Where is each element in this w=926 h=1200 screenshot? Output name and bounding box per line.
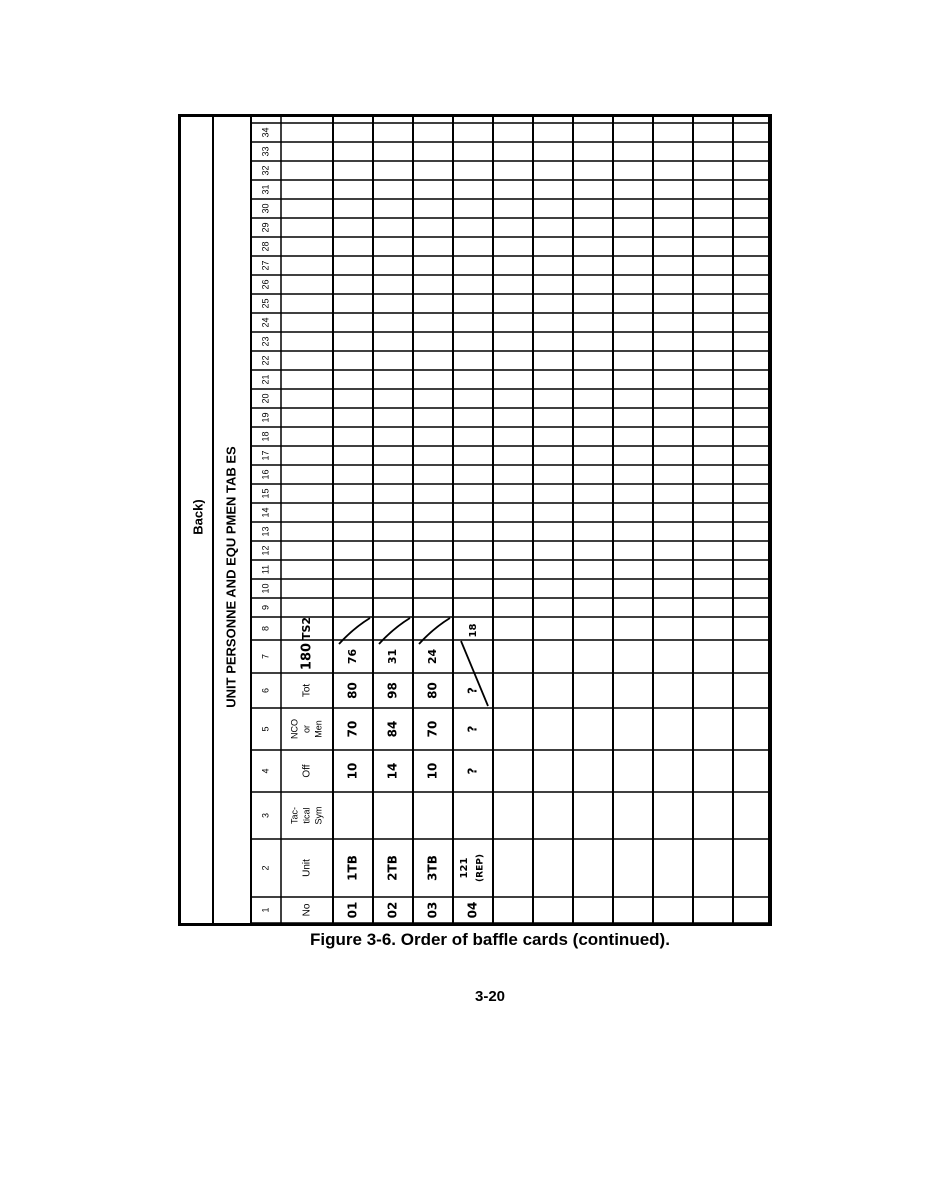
column-number: 19: [260, 412, 271, 423]
table-title: UNIT PERSONNE AND EQU PMEN TAB ES: [223, 446, 239, 708]
column-number: 32: [260, 165, 271, 176]
row-col7: 76: [346, 648, 359, 665]
column-number: 12: [260, 545, 271, 556]
row-unit-top: 121: [459, 857, 470, 879]
column-number: 1: [260, 907, 271, 913]
row-tot: 80: [425, 682, 440, 699]
row-men: 84: [385, 720, 400, 738]
header-no: No: [301, 903, 313, 917]
row-no: 02: [385, 901, 400, 919]
column-number: 5: [260, 726, 271, 732]
header-tactical-sym: Sym: [313, 806, 324, 825]
row-unit: 1TB: [345, 855, 360, 881]
row-col8: 18: [468, 623, 479, 638]
column-number: 3: [260, 812, 271, 819]
row-tot: 98: [385, 682, 400, 699]
column-number: 27: [260, 260, 271, 271]
column-number: 22: [260, 355, 271, 366]
column-number: 16: [260, 469, 271, 480]
figure-caption: Figure 3-6. Order of baffle cards (continued).: [310, 930, 670, 949]
row-unit: 3TB: [425, 855, 440, 881]
column-number: 8: [260, 625, 271, 632]
handwritten-header: 180: [299, 642, 315, 671]
side-label: Back): [190, 499, 206, 535]
row-men: 70: [345, 720, 360, 738]
card-table: [181, 117, 769, 923]
column-number: 6: [260, 687, 271, 694]
header-tactical-sym: tical: [301, 807, 312, 824]
handwritten-header: TS2: [300, 616, 313, 641]
column-number: 9: [260, 604, 271, 611]
column-number: 26: [260, 279, 271, 290]
row-men: ?: [465, 725, 480, 733]
column-number: 7: [260, 653, 271, 660]
column-number: 24: [260, 317, 271, 328]
column-number: 13: [260, 526, 271, 537]
column-number: 29: [260, 222, 271, 233]
column-number: 34: [260, 127, 271, 138]
column-number: 33: [260, 146, 271, 157]
row-no: 01: [345, 901, 360, 919]
column-number: 4: [260, 768, 271, 774]
row-unit: 2TB: [385, 855, 400, 881]
column-number: 30: [260, 203, 271, 214]
header-tactical-sym: Tac-: [289, 806, 300, 825]
row-men: 70: [425, 720, 440, 738]
header-nco-men: or: [301, 724, 312, 734]
header-tot: Tot: [301, 683, 313, 698]
row-off: 14: [385, 762, 400, 780]
column-number: 20: [260, 393, 271, 404]
column-number: 11: [260, 564, 271, 575]
baffle-card: [178, 114, 772, 926]
row-no: 04: [465, 901, 480, 919]
page-number: 3-20: [474, 988, 506, 1005]
row-col7: 24: [426, 648, 439, 665]
column-number: 17: [260, 450, 271, 461]
row-tot: 80: [345, 682, 360, 699]
column-number: 2: [260, 865, 271, 871]
row-off: 10: [345, 762, 360, 780]
header-off: Off: [301, 764, 313, 778]
header-unit: Unit: [301, 859, 313, 877]
column-number: 21: [260, 374, 271, 385]
column-number: 14: [260, 507, 271, 518]
column-number: 15: [260, 488, 271, 499]
column-number: 23: [260, 336, 271, 347]
row-unit: (REP): [475, 854, 486, 882]
header-nco-men: Men: [313, 720, 324, 738]
row-off: ?: [465, 767, 480, 775]
header-nco-men: NCO: [289, 719, 300, 739]
column-number: 10: [260, 583, 271, 594]
row-off: 10: [425, 762, 440, 780]
row-tot: ?: [465, 687, 480, 694]
column-number: 25: [260, 298, 271, 309]
column-number: 31: [260, 184, 271, 195]
column-number: 28: [260, 241, 271, 252]
row-col7: 31: [386, 648, 399, 665]
column-number: 18: [260, 431, 271, 442]
row-no: 03: [425, 901, 440, 919]
